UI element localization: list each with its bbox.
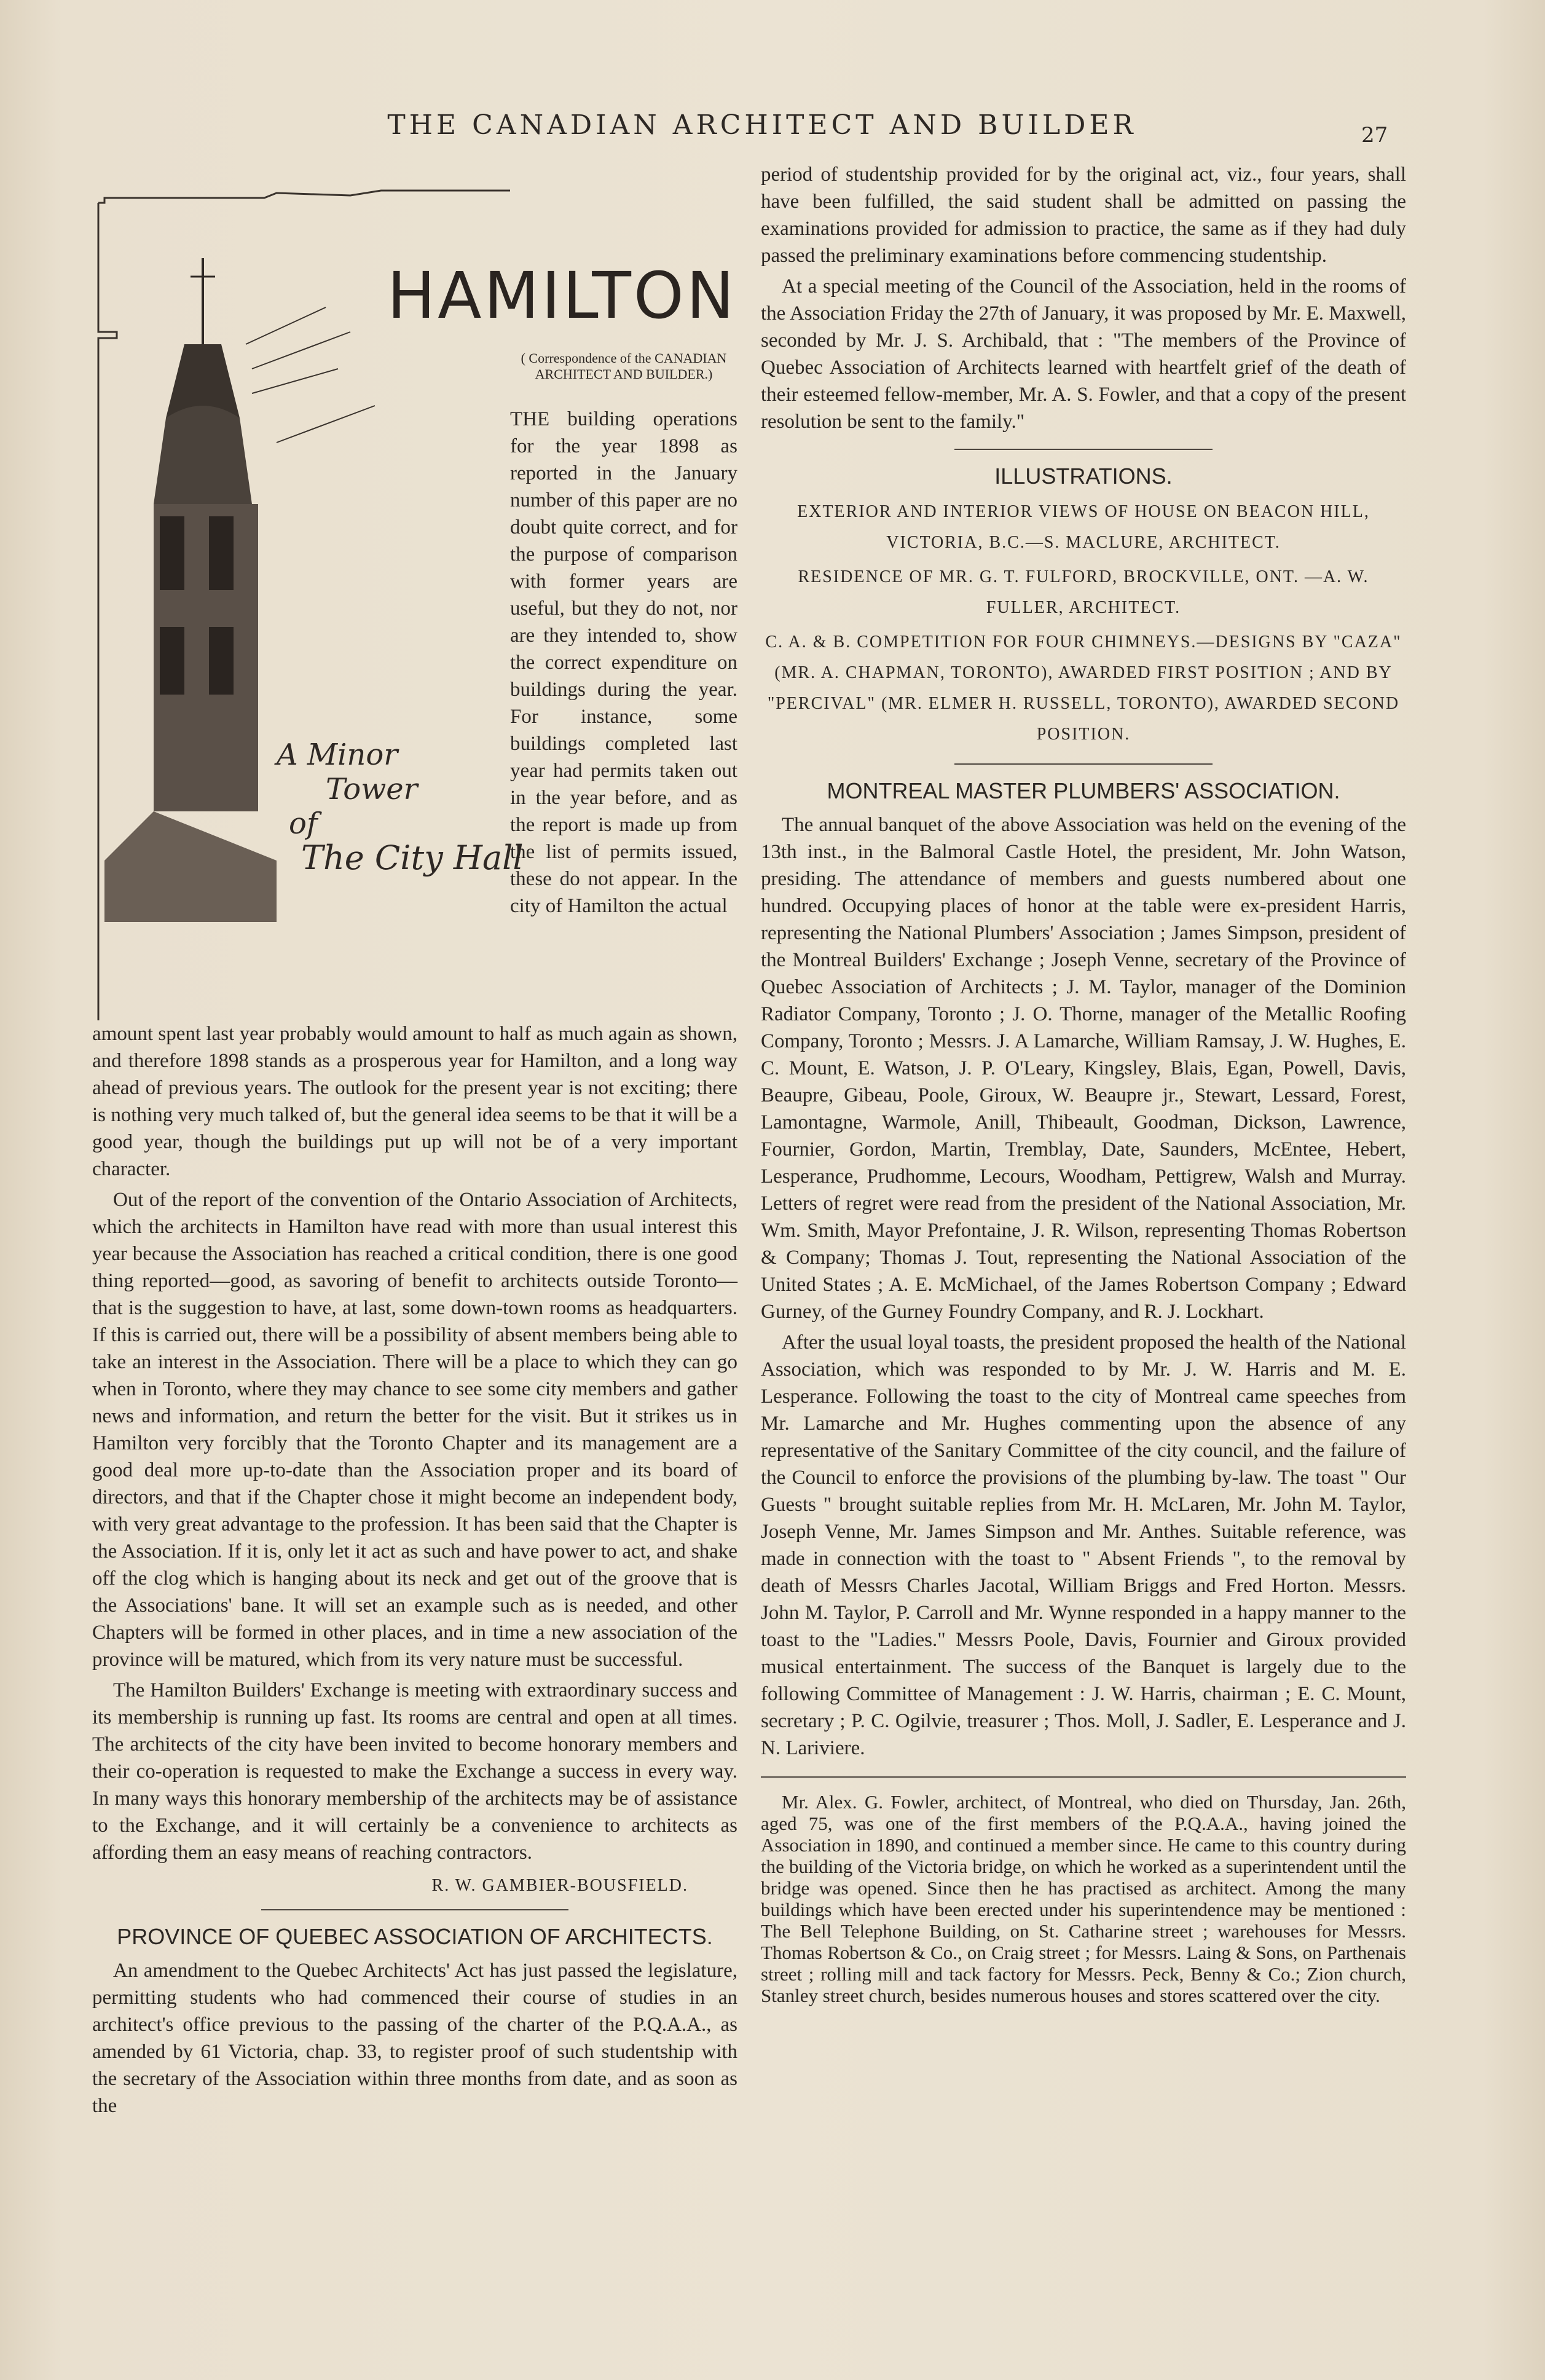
vignette-caption: [277, 738, 524, 875]
left-column: [92, 184, 737, 2123]
illustrations-heading: ILLUSTRATIONS.: [994, 463, 1173, 489]
quebec-heading: PROVINCE OF QUEBEC ASSOCIATION OF ARCHITECTS.: [117, 1924, 713, 1949]
divider-illustrations: [954, 449, 1213, 450]
caption-line-4: The City Hall: [301, 838, 524, 877]
quebec-para-2: At a special meeting of the Council of the Association, held in the rooms of the Association Friday the 27th of January, it was proposed by Mr. E. Maxwell, seconded by Mr. J. S. Archibald, that : "The members of the Province of Quebec Association of Architects learned with heartfelt grief of the death of their esteemed fellow-member, Mr. A. S. Fowler, and that a copy of the present resolution be sent to the family.": [761, 275, 1406, 433]
hamilton-opening: [92, 184, 737, 1020]
illustration-item-1: EXTERIOR AND INTERIOR VIEWS OF HOUSE ON BEACON HILL, VICTORIA, B.C.—S. MACLURE, ARCHITECT.: [797, 502, 1370, 552]
plumbers-heading: MONTREAL MASTER PLUMBERS' ASSOCIATION.: [827, 778, 1340, 803]
hamilton-narrow-text: [510, 406, 737, 923]
hamilton-para-1-continued: amount spent last year probably would amount to half as much again as shown, and therefore 1898 stands as a prosperous year for Hamilton, and a long way ahead of previous years. The outlook for the present year is not exciting; there is nothing very much talked of, but the general idea seems to be that it will be a good year, though the buildings put up will not be of a very important character.: [92, 1023, 737, 1180]
illustration-item-3: C. A. & B. COMPETITION FOR FOUR CHIMNEYS.—DESIGNS BY "CAZA" (MR. A. CHAPMAN, TORONTO), AWARDED FIRST POSITION ; AND BY "PERCIVAL" (MR. ELMER H. RUSSELL, TORONTO), AWARDED SECOND POSITION.: [765, 632, 1402, 744]
page-number: 27: [1361, 123, 1388, 148]
caption-line-2: Tower: [326, 772, 418, 806]
correspondence-note: ( Correspondence of the CANADIAN ARCHITECT AND BUILDER.): [521, 350, 727, 382]
quebec-para-1-continued: period of studentship provided for by the original act, viz., four years, shall have been fulfilled, the said student shall be admitted on passing the examinations provided for admission to practice, the same as if they had duly passed the preliminary examinations before commencing studentship.: [761, 164, 1406, 267]
divider-obituary: [761, 1776, 1406, 1778]
quebec-para-1: An amendment to the Quebec Architects' Act has just passed the legislature, permitting students who had commenced their course of studies in an architect's office previous to the passing of the charter of the P.Q.A.A., as amended by 61 Victoria, chap. 33, to register proof of such studentship with the secretary of the Association within three months from date, and as soon as the: [92, 1960, 737, 2117]
hamilton-para-1-narrow: THE building operations for the year 1898 as reported in the January number of this paper are no doubt quite correct, and for the purpose of comparison with former years are useful, but they do not, nor are they intended to, show the correct expenditure on buildings during the year. For instance, some buildings completed last year had permits taken out in the year before, and as the report is made up from the list of permits issued, these do not appear. In the city of Hamilton the actual: [510, 408, 737, 917]
caption-line-1: A Minor: [277, 738, 398, 772]
right-column: [761, 161, 1406, 2006]
running-header: THE CANADIAN ARCHITECT AND BUILDER: [387, 109, 1137, 141]
divider-quebec: [261, 1909, 568, 1910]
caption-line-3: of: [289, 806, 318, 841]
illustration-item-2: RESIDENCE OF MR. G. T. FULFORD, BROCKVILLE, ONT. —A. W. FULLER, ARCHITECT.: [798, 567, 1369, 617]
hamilton-para-2: Out of the report of the convention of the Ontario Association of Architects, which the architects in Hamilton have read with more than usual interest this year because the Association has reached a critical condition, there is one good thing reported—good, as savoring of benefit to architects outside Toronto—that is the suggestion to have, at last, some down-town rooms as headquarters. If this is carried out, there will be a possibility of absent members being able to take an interest in the Association. There will be a place to which they can go when in Toronto, where they may chance to see some city members and gather news and information, and return the better for the visit. But it strikes us in Hamilton very forcibly that the Toronto Chapter and its management are a good deal more up-to-date than the Association proper and its board of directors, and that if the Chapter chose it might become an independent body, with very great advantage to the profession. It has been said that the Chapter is the Association. If it is, only let it act as such and have power to act, and shake off the clog which is hanging about its neck and get out of the groove that is the Associations' bane. It will set an example such as is needed, and other Chapters will be formed in other places, and in time a new association of the province will be matured, which from its very nature must be successful.: [92, 1189, 737, 1671]
section-title-hamilton: HAMILTON: [387, 258, 737, 333]
plumbers-para-2: After the usual loyal toasts, the president proposed the health of the National Association, which was responded to by Mr. J. W. Harris and M. E. Lesperance. Following the toast to the city of Montreal came speeches from Mr. Lamarche and Mr. Hughes commenting upon the absence of any representative of the Sanitary Committee of the city council, and the failure of the Council to enforce the provisions of the plumbing by-law. The toast " Our Guests " brought suitable replies from Mr. H. McLaren, Mr. John M. Taylor, Joseph Venne, Mr. James Simpson and Mr. Anthes. Suitable reference, was made in connection with the toast to " Absent Friends ", to the removal by death of Messrs Charles Jacotal, William Briggs and Fred Horton. Messrs. John M. Taylor, P. Carroll and Mr. Wynne responded in a happy manner to the toast to the "Ladies." Messrs Poole, Davis, Fournier and Giroux provided musical entertainment. The success of the Banquet is largely due to the following Committee of Management : J. W. Harris, chairman ; E. C. Mount, secretary ; P. C. Ogilvie, treasurer ; Thos. Moll, J. Sadler, E. Lesperance and J. N. Lariviere.: [761, 1331, 1406, 1759]
divider-plumbers: [954, 763, 1213, 765]
hamilton-signature: R. W. GAMBIER-BOUSFIELD.: [431, 1876, 688, 1895]
hamilton-para-3: The Hamilton Builders' Exchange is meeting with extraordinary success and its membership is running up fast. Its rooms are central and open at all times. The architects of the city have been invited to become honorary members and their co-operation is requested to make the Exchange a success in every way. In many ways this honorary membership of the architects may be of assistance to the Exchange, and it will certainly be a convenience to architects as affording them an easy means of reaching contractors.: [92, 1679, 737, 1864]
plumbers-para-1: The annual banquet of the above Association was held on the evening of the 13th inst., in the Balmoral Castle Hotel, the president, Mr. John Watson, presiding. The attendance of members and guests numbered about one hundred. Occupying places of honor at the table were ex-president Harris, representing the National Plumbers' Association ; James Simpson, president of the Montreal Builders' Exchange ; Joseph Venne, secretary of the Province of Quebec Association of Architects ; J. M. Taylor, manager of the Dominion Radiator Company, Toronto ; J. O. Thorne, manager of the Metallic Roofing Company, Toronto ; Messrs. J. A Lamarche, William Ramsay, J. W. Hughes, E. C. Mount, E. Watson, J. P. O'Leary, Kingsley, Blais, Egan, Powell, Davis, Beaupre, Gibeau, Poole, Giroux, W. Beaupre jr., Stewart, Lessard, Forest, Lamontagne, Warmole, Anill, Thibeault, Goodman, Dickson, Lawrence, Fournier, Gordon, Martin, Tremblay, Date, Saunders, McEntee, Hebert, Lesperance, Prudhomme, Lecours, Woodham, Pettigrew, Walsh and Murray. Letters of regret were read from the president of the National Association, Mr. Wm. Smith, Mayor Prefontaine, J. R. Wilson, representing Thomas Robertson & Company; Thomas J. Tout, representing the National Association of the United States ; A. E. McMichael, of the James Robertson Company ; Edward Gurney, of the Gurney Foundry Company, and R. J. Lockhart.: [761, 814, 1406, 1323]
obituary-fowler: Mr. Alex. G. Fowler, architect, of Montreal, who died on Thursday, Jan. 26th, aged 75, was one of the first members of the P.Q.A.A., having joined the Association in 1890, and continued a member since. He came to this country during the building of the Victoria bridge, on which he worked as a superintendent until the bridge was opened. Since then he has practised as architect. Among the many buildings which have been erected under his superintendence may be mentioned : The Bell Telephone Building, on St. Catharine street ; warehouses for Messrs. Thomas Robertson & Co., on Craig street ; for Messrs. Laing & Sons, on Parthenais street ; rolling mill and tack factory for Messrs. Peck, Benny & Co.; Zion church, Stanley street church, besides numerous houses and stores scattered over the city.: [761, 1791, 1406, 2006]
